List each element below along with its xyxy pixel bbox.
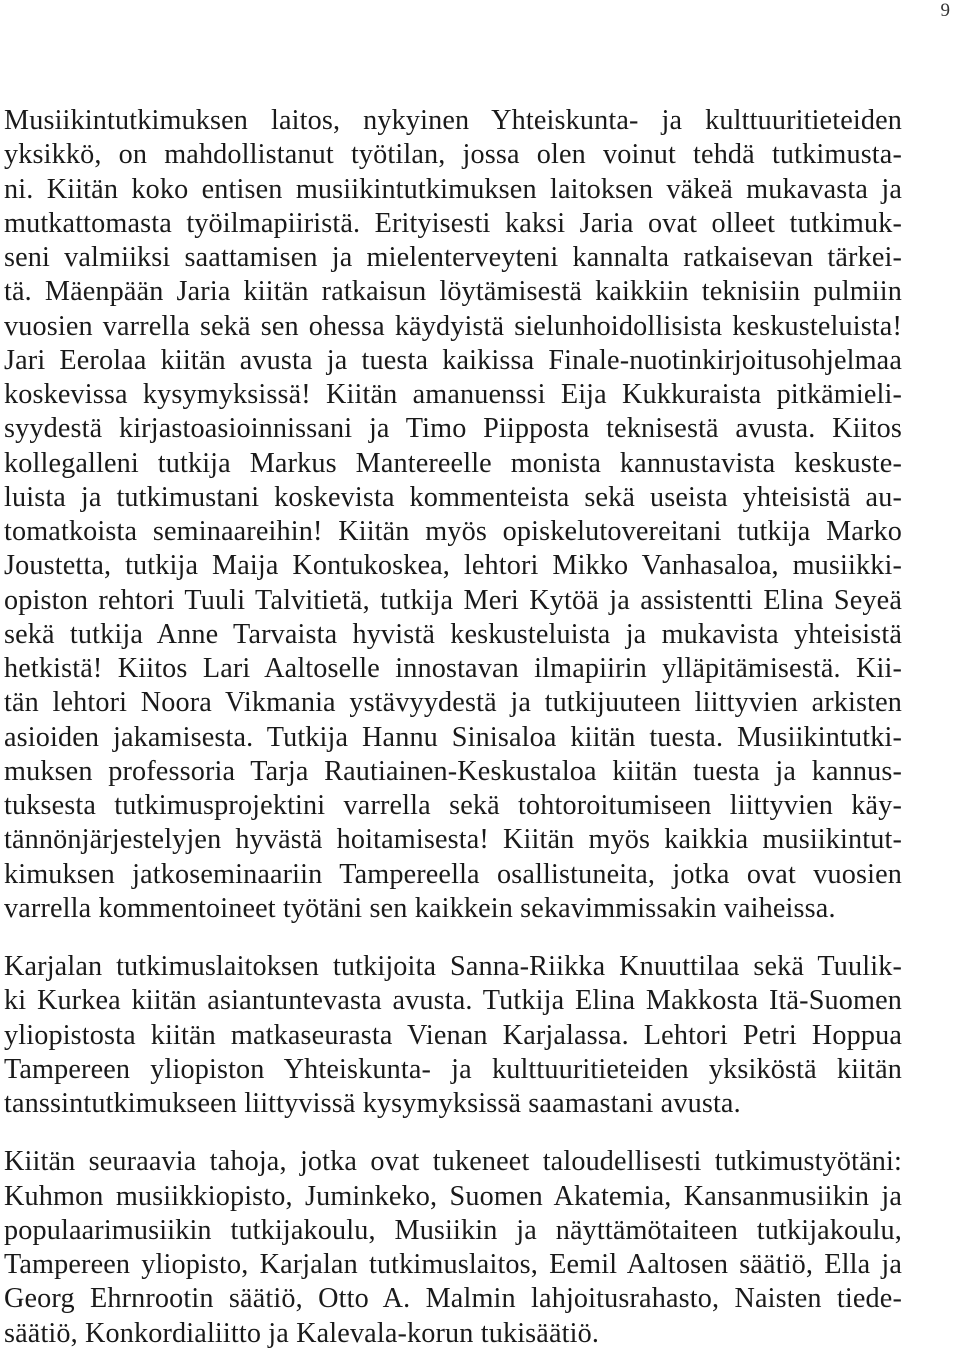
text-line: seni valmiiksi saattamisen ja mielenterveyteni kannalta ratkaisevan tärkei- xyxy=(4,242,902,273)
text-line: tanssintutkimukseen liittyvissä kysymyksissä saamastani avusta. xyxy=(4,1088,741,1119)
text-line: yksikkö, on mahdollistanut työtilan, jossa olen voinut tehdä tutkimusta- xyxy=(4,139,902,171)
paragraph-spacer xyxy=(4,926,902,950)
text-line: Kiitän seuraavia tahoja, jotka ovat tukeneet taloudellisesti tutkimustyötäni: xyxy=(4,1146,902,1178)
text-line: populaarimusiikin tutkijakoulu, Musiikin ja näyttämötaiteen tutkijakoulu, xyxy=(4,1214,902,1246)
text-line: muksen professoria Tarja Rautiainen-Keskustaloa kiitän tuesta ja kannus- xyxy=(4,755,902,787)
text-line: kollegalleni tutkija Markus Mantereelle monista kannustavista keskuste- xyxy=(4,447,902,479)
text-line: kimuksen jatkoseminaariin Tampereella osallistuneita, jotka ovat vuosien xyxy=(4,858,902,890)
text-line: tännönjärjestelyjen hyvästä hoitamisesta! Kiitän myös kaikkia musiikintut- xyxy=(4,824,902,856)
text-line: Tampereen yliopiston Yhteiskunta- ja kulttuuritieteiden yksiköstä kiitän xyxy=(4,1053,902,1085)
text-line: mutkattomasta työilmapiiristä. Erityisesti kaksi Jaria ovat olleet tutkimuk- xyxy=(4,207,902,239)
text-line: Tampereen yliopisto, Karjalan tutkimuslaitos, Eemil Aaltosen säätiö, Ella ja xyxy=(4,1249,902,1280)
text-line: luista ja tutkimustani koskevista kommenteista sekä useista yhteisistä au- xyxy=(4,481,902,513)
page-number: 9 xyxy=(940,0,950,21)
text-line: koskevissa kysymyksissä! Kiitän amanuenssi Eija Kukkuraista pitkämieli- xyxy=(4,379,902,410)
page-body xyxy=(4,104,902,1351)
text-line: varrella kommentoineet työtäni sen kaikkein sekavimmissakin vaiheissa. xyxy=(4,892,836,924)
text-line: sekä tutkija Anne Tarvaista hyvistä keskusteluista ja mukavista yhteisistä xyxy=(4,618,902,650)
text-line: hetkistä! Kiitos Lari Aaltoselle innostavan ilmapiirin ylläpitämisestä. Kii- xyxy=(4,653,902,684)
text-line: opiston rehtori Tuuli Talvitietä, tutkija Meri Kytöä ja assistentti Elina Seyeä xyxy=(4,584,902,616)
paragraph-acknowledgements-colleagues xyxy=(4,104,902,926)
text-line: tomatkoista seminaareihin! Kiitän myös opiskelutovereitani tutkija Marko xyxy=(4,516,902,547)
text-line: Musiikintutkimuksen laitos, nykyinen Yhteiskunta- ja kulttuuritieteiden xyxy=(4,105,902,136)
text-line: tä. Mäenpään Jaria kiitän ratkaisun löytämisestä kaikkiin teknisiin pulmiin xyxy=(4,276,902,308)
paragraph-acknowledgements-funding xyxy=(4,1145,902,1351)
text-line: syydestä kirjastoasioinnissani ja Timo Piipposta teknisestä avusta. Kiitos xyxy=(4,413,902,445)
text-line: vuosien varrella sekä sen ohessa käydyistä sielunhoidollisista keskusteluista! xyxy=(4,310,902,342)
text-line: Jari Eerolaa kiitän avusta ja tuesta kaikissa Finale-nuotinkirjoitusohjelmaa xyxy=(4,344,902,376)
text-line: tän lehtori Noora Vikmania ystävyydestä ja tutkijuuteen liittyvien arkisten xyxy=(4,687,902,719)
text-line: Karjalan tutkimuslaitoksen tutkijoita Sanna-Riikka Knuuttilaa sekä Tuulik- xyxy=(4,951,902,982)
paragraph-spacer xyxy=(4,1121,902,1145)
text-line: Georg Ehrnrootin säätiö, Otto A. Malmin lahjoitusrahasto, Naisten tiede- xyxy=(4,1283,902,1315)
text-line: Kuhmon musiikkiopisto, Juminkeko, Suomen Akatemia, Kansanmusiikin ja xyxy=(4,1180,902,1212)
text-line: ni. Kiitän koko entisen musiikintutkimuksen laitoksen väkeä mukavasta ja xyxy=(4,173,902,205)
text-line: ki Kurkea kiitän asiantuntevasta avusta. Tutkija Elina Makkosta Itä-Suomen xyxy=(4,985,902,1017)
text-line: Joustetta, tutkija Maija Kontukoskea, lehtori Mikko Vanhasaloa, musiikki- xyxy=(4,550,902,582)
text-line: tuksesta tutkimusprojektini varrella sekä tohtoroitumiseen liittyvien käy- xyxy=(4,790,902,821)
text-line: asioiden jakamisesta. Tutkija Hannu Sinisaloa kiitän tuesta. Musiikintutki- xyxy=(4,721,902,753)
paragraph-acknowledgements-institute xyxy=(4,950,902,1121)
text-line: yliopistosta kiitän matkaseurasta Vienan Karjalassa. Lehtori Petri Hoppua xyxy=(4,1019,902,1051)
text-line: säätiö, Konkordialiitto ja Kalevala-korun tukisäätiö. xyxy=(4,1317,600,1349)
